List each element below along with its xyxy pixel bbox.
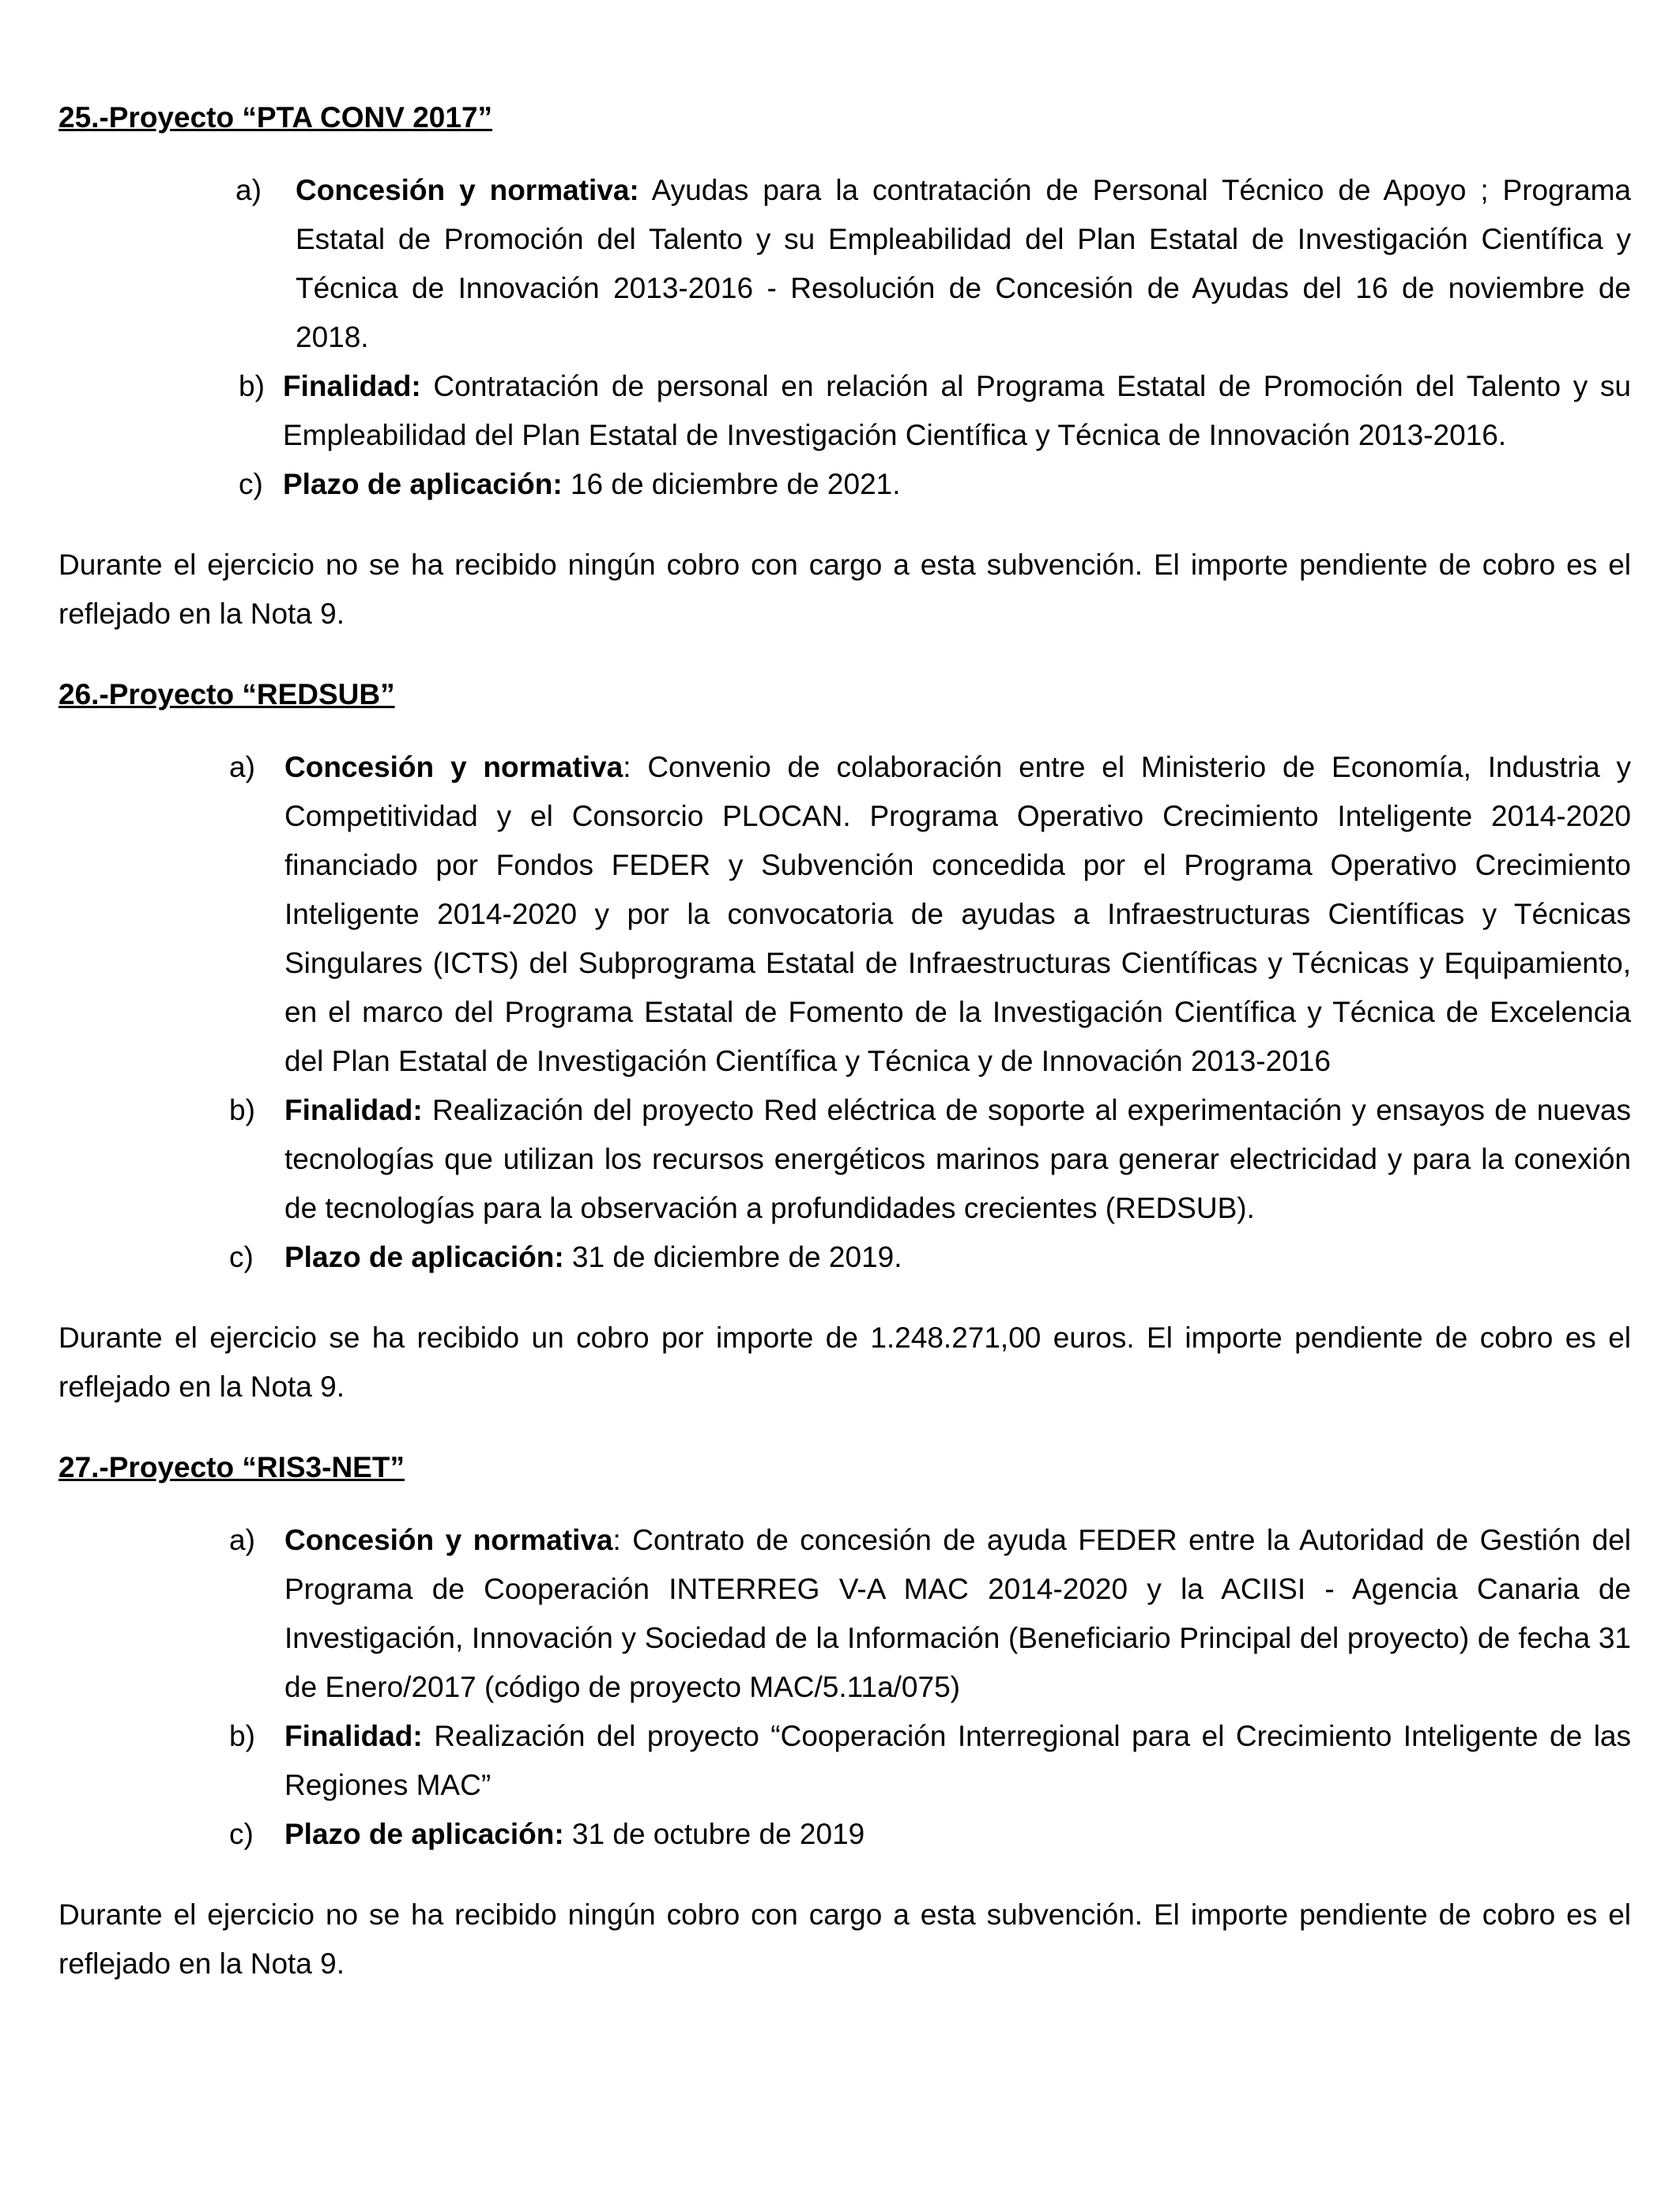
item-marker: a) <box>235 174 262 206</box>
item-label: Concesión y normativa: <box>296 174 639 206</box>
item-body: : Convenio de colaboración entre el Ministerio de Economía, Industria y Competitividad y el Consorcio PLOCAN. Programa Operativo Crecimiento Inteligente 2014-2020 financiado por Fondos FEDER y Subvención concedida por el Programa Operativo Crecimiento Inteligente 2014-2020 y por la convocatoria de ayudas a Infraestructuras Científicas y Técnicas Singulares (ICTS) del Subprograma Estatal de Infraestructuras Científicas y Técnicas y Equipamiento, en el marco del Programa Estatal de Fomento de la Investigación Científica y Técnica de Excelencia del Plan Estatal de Investigación Científica y Técnica y de Innovación 2013-2016 <box>284 751 1631 1077</box>
item-text <box>284 1233 1631 1282</box>
section-ris3-net <box>58 1443 1631 1989</box>
section-heading: 27.-Proyecto “RIS3-NET” <box>58 1451 405 1483</box>
list-item <box>58 1516 1631 1712</box>
item-body: 16 de diciembre de 2021. <box>562 468 901 500</box>
list-item <box>58 166 1631 362</box>
item-label: Finalidad: <box>283 370 421 402</box>
item-body: Contratación de personal en relación al Programa Estatal de Promoción del Talento y su Empleabilidad del Plan Estatal de Investigación Científica y Técnica de Innovación 2013-2016. <box>283 370 1631 451</box>
section-paragraph: Durante el ejercicio no se ha recibido ningún cobro con cargo a esta subvención. El importe pendiente de cobro es el reflejado en la Nota 9. <box>58 548 1631 630</box>
section-paragraph: Durante el ejercicio no se ha recibido ningún cobro con cargo a esta subvención. El importe pendiente de cobro es el reflejado en la Nota 9. <box>58 1898 1631 1980</box>
list-item <box>58 460 1631 509</box>
item-body: : Contrato de concesión de ayuda FEDER entre la Autoridad de Gestión del Programa de Cooperación INTERREG V-A MAC 2014-2020 y la ACIISI - Agencia Canaria de Investigación, Innovación y Sociedad de la Información (Beneficiario Principal del proyecto) de fecha 31 de Enero/2017 (código de proyecto MAC/5.11a/075) <box>284 1524 1632 1703</box>
section-pta-conv-2017 <box>58 93 1631 639</box>
item-text <box>284 743 1631 1086</box>
item-list <box>58 743 1631 1282</box>
item-body: 31 de diciembre de 2019. <box>563 1241 902 1273</box>
item-body: Realización del proyecto “Cooperación Interregional para el Crecimiento Inteligente de las Regiones MAC” <box>284 1720 1631 1801</box>
item-body: Realización del proyecto Red eléctrica de soporte al experimentación y ensayos de nuevas tecnologías que utilizan los recursos energéticos marinos para generar electricidad y para la conexión de tecnologías para la observación a profundidades crecientes (REDSUB). <box>284 1094 1631 1224</box>
item-body: Ayudas para la contratación de Personal Técnico de Apoyo ; Programa Estatal de Promoción del Talento y su Empleabilidad del Plan Estatal de Investigación Científica y Técnica de Innovación 2013-2016 - Resolución de Concesión de Ayudas del 16 de noviembre de 2018. <box>296 174 1631 353</box>
item-marker: c) <box>229 1818 254 1850</box>
item-label: Plazo de aplicación: <box>284 1818 564 1850</box>
list-item <box>58 1810 1631 1859</box>
item-text <box>284 1086 1631 1233</box>
list-item <box>58 362 1631 460</box>
section-paragraph: Durante el ejercicio se ha recibido un cobro por importe de 1.248.271,00 euros. El importe pendiente de cobro es el reflejado en la Nota 9. <box>58 1321 1631 1403</box>
item-label: Concesión y normativa <box>284 751 623 783</box>
item-body: 31 de octubre de 2019 <box>563 1818 865 1850</box>
list-item <box>58 1233 1631 1282</box>
item-text <box>284 1810 1631 1859</box>
section-heading: 26.-Proyecto “REDSUB” <box>58 678 395 711</box>
item-marker: b) <box>229 1094 255 1126</box>
item-text <box>284 1712 1631 1810</box>
section-heading: 25.-Proyecto “PTA CONV 2017” <box>58 101 493 134</box>
item-marker: a) <box>229 751 255 783</box>
item-label: Finalidad: <box>284 1720 423 1752</box>
item-label: Finalidad: <box>284 1094 423 1126</box>
document-page <box>58 93 1631 1989</box>
item-marker: b) <box>239 370 265 402</box>
item-label: Plazo de aplicación: <box>284 1241 564 1273</box>
item-label: Plazo de aplicación: <box>283 468 563 500</box>
item-marker: a) <box>229 1524 255 1556</box>
item-list <box>58 166 1631 509</box>
item-text <box>296 166 1631 362</box>
list-item <box>58 1712 1631 1810</box>
item-list <box>58 1516 1631 1859</box>
list-item <box>58 1086 1631 1233</box>
item-text <box>284 1516 1631 1712</box>
item-text <box>283 460 1631 509</box>
item-marker: b) <box>229 1720 255 1752</box>
item-text <box>283 362 1631 460</box>
item-marker: c) <box>239 468 263 500</box>
item-label: Concesión y normativa <box>284 1524 613 1556</box>
list-item <box>58 743 1631 1086</box>
section-redsub <box>58 670 1631 1412</box>
item-marker: c) <box>229 1241 254 1273</box>
